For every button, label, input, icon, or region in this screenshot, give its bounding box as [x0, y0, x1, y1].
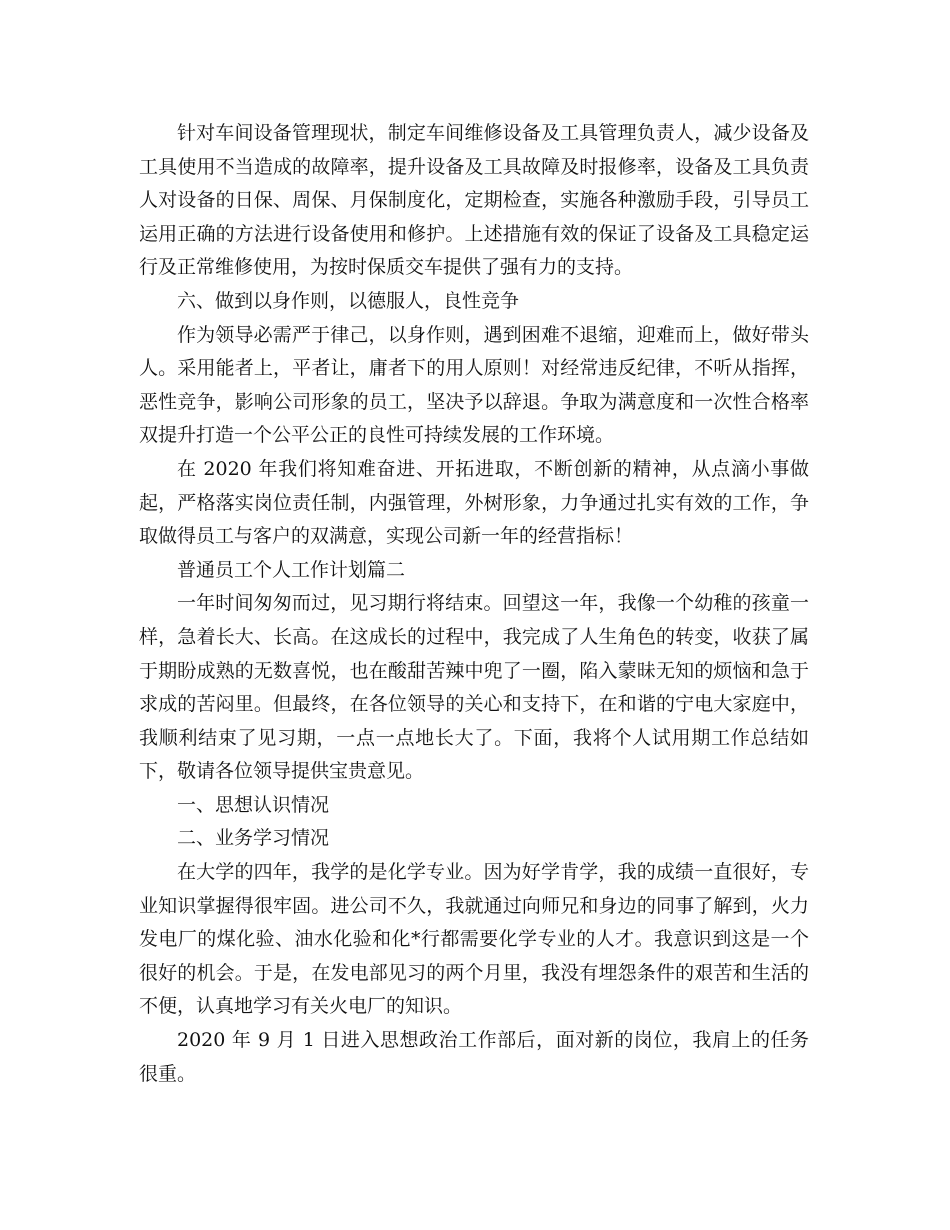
paragraph-leadership: 作为领导必需严于律己，以身作则，遇到困难不退缩，迎难而上，做好带头人。采用能者上，平者让，庸者下的用人原则！对经常违反纪律，不听从指挥，恶性竞争，影响公司形象的员工，坚决予以辞退。争取为满意度和一次性合格率双提升打造一个公平公正的良性可持续发展的工作环境。 [139, 323, 809, 447]
paragraph-2020-goals: 在 2020 年我们将知难奋进、开拓进取，不断创新的精神，从点滴小事做起，严格落实岗位责任制，内强管理，外树形象，力争通过扎实有效的工作，争取做得员工与客户的双满意，实现公司新一年的经营指标！ [139, 457, 809, 548]
heading-section-six: 六、做到以身作则，以德服人，良性竞争 [177, 289, 520, 312]
paragraph-probation-review: 一年时间匆匆而过，见习期行将结束。回望这一年，我像一个幼稚的孩童一样，急着长大、长高。在这成长的过程中，我完成了人生角色的转变，收获了属于期盼成熟的无数喜悦，也在酸甜苦辣中兜了一圈，陷入蒙昧无知的烦恼和急于求成的苦闷里。但最终，在各位领导的关心和支持下，在和谐的宁电大家庭中，我顺利结束了见习期，一点一点地长大了。下面，我将个人试用期工作总结如下，敬请各位领导提供宝贵意见。 [139, 592, 809, 783]
heading-article-two: 普通员工个人工作计划篇二 [177, 558, 406, 581]
paragraph-new-position: 2020 年 9 月 1 日进入思想政治工作部后，面对新的岗位，我肩上的任务很重。 [139, 1029, 809, 1085]
heading-business-study: 二、业务学习情况 [177, 827, 330, 850]
paragraph-university-study: 在大学的四年，我学的是化学专业。因为好学肯学，我的成绩一直很好，专业知识掌握得很牢固。进公司不久，我就通过向师兄和身边的同事了解到，火力发电厂的煤化验、油水化验和化*行都需要化学专业的人才。我意识到这是一个很好的机会。于是，在发电部见习的两个月里，我没有埋怨条件的艰苦和生活的不便，认真地学习有关火电厂的知识。 [139, 861, 809, 1018]
document-body [139, 117, 809, 1091]
paragraph-equipment-management: 针对车间设备管理现状，制定车间维修设备及工具管理负责人，减少设备及工具使用不当造成的故障率，提升设备及工具故障及时报修率，设备及工具负责人对设备的日保、周保、月保制度化，定期检查，实施各种激励手段，引导员工运用正确的方法进行设备使用和修护。上述措施有效的保证了设备及工具稳定运行及正常维修使用，为按时保质交车提供了强有力的支持。 [139, 122, 809, 279]
heading-ideology: 一、思想认识情况 [177, 793, 330, 816]
